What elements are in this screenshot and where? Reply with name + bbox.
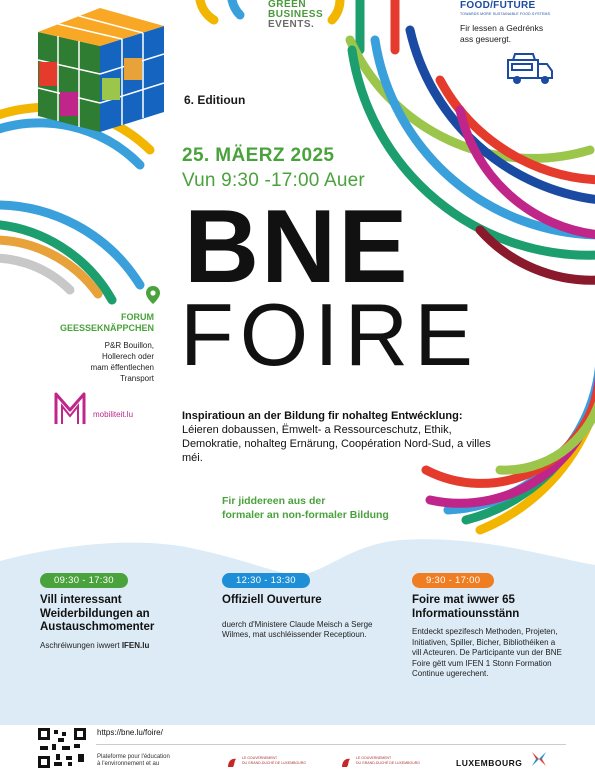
location-pin-icon — [146, 286, 160, 304]
luxembourg-brand-icon — [524, 750, 554, 768]
event-time: Vun 9:30 -17:00 Auer — [182, 170, 365, 191]
time-badge: 09:30 - 17:30 — [40, 573, 128, 588]
ifen-link[interactable]: IFEN.lu — [121, 640, 150, 650]
government-logo-1: LE GOUVERNEMENT DU GRAND-DUCHÉ DE LUXEMBOURG — [226, 756, 238, 774]
venue-name: FORUM GEESSEKNÄPPCHEN — [59, 312, 154, 333]
mobiliteit-link[interactable]: mobiliteit.lu — [93, 410, 134, 419]
food-future-logo: FOOD/FUTURE — [460, 0, 536, 11]
program-column-2 — [222, 570, 392, 641]
event-title-foire: FOIRE — [180, 285, 479, 384]
mobiliteit-logo-icon — [54, 392, 86, 426]
time-badge: 9:30 - 17:00 — [412, 573, 494, 588]
edition-label: 6. Editioun — [184, 93, 246, 107]
column-title: Offiziell Ouverture — [222, 594, 322, 606]
platform-text: Plateforme pour l'éducation à l'environnement et au — [97, 754, 170, 767]
column-title: Vill interessant Weiderbildungen an Austauschmomenter — [40, 594, 155, 633]
green-business-events-logo: GREEN BUSINESS EVENTS. — [268, 0, 324, 30]
event-description — [182, 409, 492, 465]
lion-crest-icon — [340, 757, 352, 769]
column-title: Foire mat iwwer 65 Informatiounsstänn — [412, 594, 520, 620]
food-future-block — [460, 0, 550, 45]
website-link[interactable]: https://bne.lu/foire/ — [97, 728, 163, 737]
food-truck-icon — [505, 50, 555, 86]
description-lead: Inspiratioun an der Bildung fir nohalteg Entwécklung: — [182, 410, 463, 422]
luxembourg-brand: LUXEMBOURG — [456, 758, 523, 768]
event-date: 25. MÄERZ 2025 — [182, 145, 335, 166]
program-column-1 — [40, 570, 200, 651]
venue-access: P&R Bouillon, Hollerech oder mam ëffentlechen Transport — [90, 341, 154, 383]
qr-code-image — [38, 728, 86, 768]
food-future-tagline: TOWARDS MORE SUSTAINABLE FOOD SYSTEMS — [460, 12, 551, 16]
time-badge: 12:30 - 13:30 — [222, 573, 310, 588]
column-body: duerch d'Ministere Claude Meisch a Serge Wilmes, mat uschléissender Receptioun. — [222, 619, 373, 639]
footer-divider — [96, 744, 566, 745]
audience-text: Fir jiddereen aus der formaler an non-formaler Bildung — [222, 495, 389, 521]
column-body: Entdeckt spezifesch Methoden, Projeten, Initiativen, Spiller, Bicher, Bibliothéiken a vill Acteuren. De Participante vun der BNE Foire gëtt vum IFEN 1 Stonn Formation Continue ugerechent. — [412, 627, 562, 678]
lion-crest-icon — [226, 757, 238, 769]
event-title-bne: BNE — [184, 189, 410, 305]
program-column-3 — [412, 570, 562, 680]
sdg-cube-image — [38, 8, 164, 132]
description-rest: Léieren dobaussen, Ëmwelt- a Ressourceschutz, Ethik, Demokratie, nohalteg Ernärung, Coopération Nord-Sud, a villes méi. — [182, 424, 491, 464]
food-future-text: Fir lessen a Gedrénks ass gesuergt. — [460, 23, 544, 44]
government-logo-2: LE GOUVERNEMENT DU GRAND-DUCHÉ DE LUXEMBOURG — [340, 756, 352, 774]
column-body: Aschréiwungen iwwert IFEN.lu — [40, 640, 150, 650]
